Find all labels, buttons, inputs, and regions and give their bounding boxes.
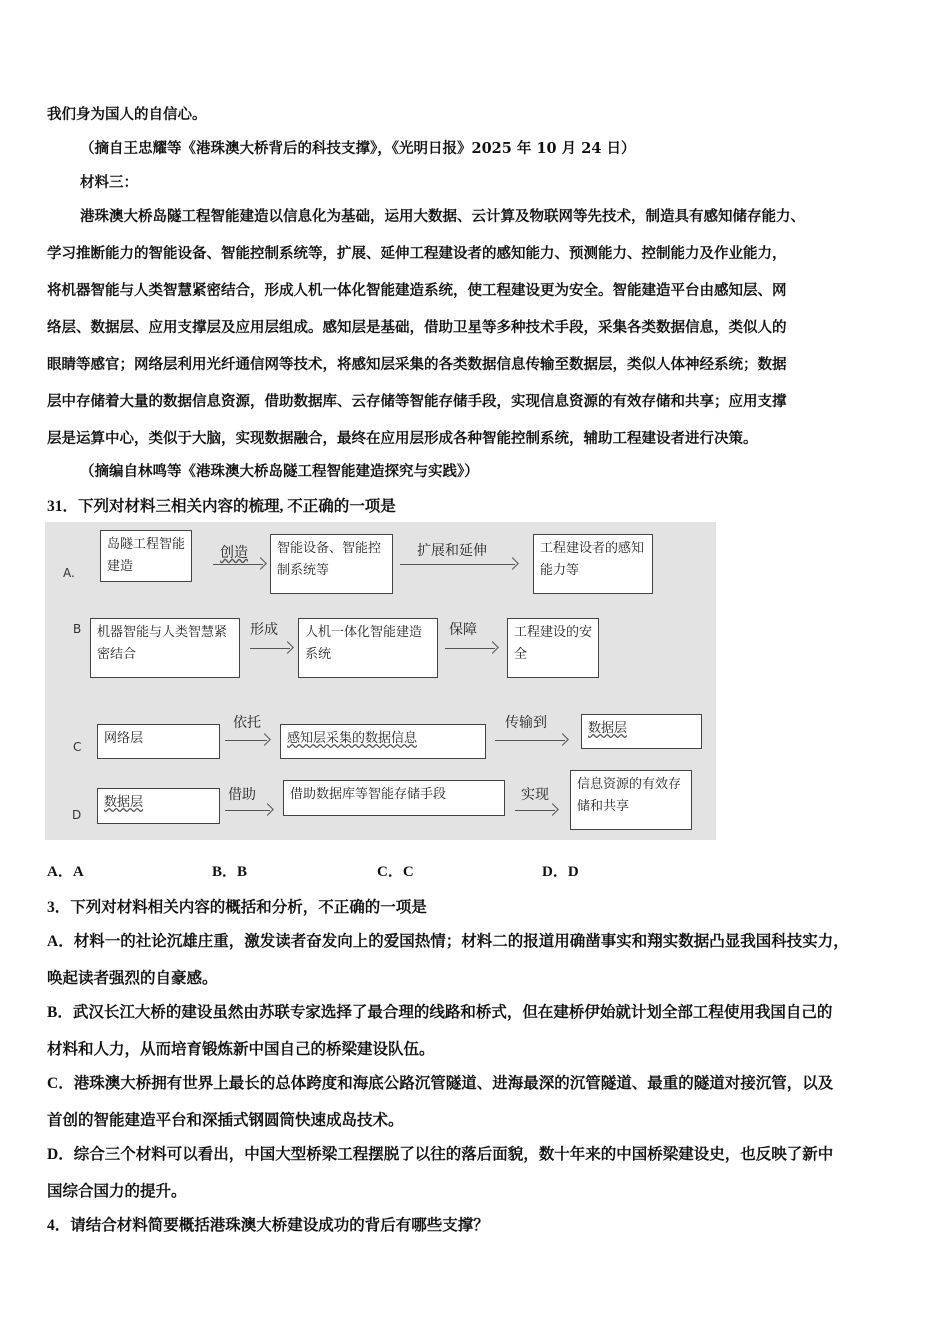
box-a2: 智能设备、智能控制系统等 [270, 534, 393, 594]
passage-line: 层是运算中心，类似于大脑，实现数据融合，最终在应用层形成各种智能控制系统，辅助工程建设者进行决策。 [47, 430, 758, 447]
box-b3: 工程建设的安全 [507, 618, 599, 678]
question-3: 3．下列对材料相关内容的概括和分析，不正确的一项是 [47, 899, 427, 916]
arrow-label-c2: 传输到 [505, 715, 547, 731]
arrow-label-d1: 借助 [228, 787, 256, 803]
row-label-d: D [72, 808, 82, 822]
passage-line: 将机器智能与人类智慧紧密结合，形成人机一体化智能建造系统，使工程建设更为安全。智能建造平台由感知层、网 [47, 282, 787, 299]
box-c2: 感知层采集的数据信息 [280, 724, 486, 759]
arrow-d1 [225, 810, 270, 811]
arrow-label-a2: 扩展和延伸 [417, 543, 487, 559]
question-4: 4．请结合材料简要概括港珠澳大桥建设成功的背后有哪些支撑？ [47, 1217, 489, 1234]
arrow-label-b1: 形成 [250, 622, 278, 638]
q3-option-c-cont: 首创的智能建造平台和深插式钢圆筒快速成岛技术。 [47, 1112, 404, 1129]
q3-option-d[interactable]: D．综合三个材料可以看出，中国大型桥梁工程摆脱了以往的落后面貌，数十年来的中国桥梁建设史，也反映了新中 [47, 1146, 834, 1163]
passage-line: 我们身为国人的自信心。 [47, 106, 207, 123]
option-d[interactable]: D．D [542, 864, 579, 880]
passage-line: 港珠澳大桥岛隧工程智能建造以信息化为基础，运用大数据、云计算及物联网等先技术，制造具有感知储存能力、 [80, 208, 805, 225]
box-c3: 数据层 [581, 714, 702, 749]
row-label-c: C [73, 740, 82, 754]
arrow-b1 [250, 648, 290, 649]
arrow-label-b2: 保障 [449, 622, 477, 638]
arrow-label-c1: 依托 [233, 715, 261, 731]
box-b2: 人机一体化智能建造系统 [298, 618, 438, 678]
passage-line: 眼睛等感官；网络层利用光纤通信网等技术，将感知层采集的各类数据信息传输至数据层，类似人体神经系统；数据 [47, 356, 787, 373]
box-d1: 数据层 [97, 788, 220, 824]
passage-line: 络层、数据层、应用支撑层及应用层组成。感知层是基础，借助卫星等多种技术手段，采集各类数据信息，类似人的 [47, 319, 787, 336]
q3-option-b[interactable]: B．武汉长江大桥的建设虽然由苏联专家选择了最合理的线路和桥式，但在建桥伊始就计划全部工程使用我国自己的 [47, 1004, 833, 1021]
box-a1: 岛隧工程智能建造 [100, 530, 192, 582]
q3-option-d-cont: 国综合国力的提升。 [47, 1183, 187, 1200]
option-b[interactable]: B．B [212, 864, 248, 880]
option-c[interactable]: C．C [377, 864, 414, 880]
box-d3: 信息资源的有效存储和共享 [570, 770, 692, 830]
q3-option-b-cont: 材料和人力，从而培育锻炼新中国自己的桥梁建设队伍。 [47, 1041, 435, 1058]
row-label-a: A. [63, 566, 75, 580]
arrow-c1 [225, 740, 267, 741]
flow-diagram [45, 522, 716, 840]
arrow-a2 [400, 564, 515, 565]
arrow-label-a1: 创造 [220, 545, 248, 561]
option-a[interactable]: A．A [47, 864, 84, 880]
q3-option-a-cont: 唤起读者强烈的自豪感。 [47, 970, 218, 987]
box-c1: 网络层 [97, 724, 220, 759]
passage-line: 学习推断能力的智能设备、智能控制系统等，扩展、延伸工程建设者的感知能力、预测能力、控制能力及作业能力， [47, 245, 787, 262]
arrow-label-d2: 实现 [521, 787, 549, 803]
arrow-d2 [515, 810, 555, 811]
arrow-b2 [445, 648, 495, 649]
material-heading: 材料三： [80, 174, 138, 191]
box-d2: 借助数据库等智能存储手段 [283, 780, 505, 816]
arrow-c2 [495, 740, 565, 741]
arrow-a1 [213, 564, 263, 565]
citation: （摘自王忠耀等《港珠澳大桥背后的科技支撑》，《光明日报》2025 年 10 月 24 日） [80, 140, 636, 157]
box-b1: 机器智能与人类智慧紧密结合 [90, 618, 240, 678]
q3-option-c[interactable]: C．港珠澳大桥拥有世界上最长的总体跨度和海底公路沉管隧道、进海最深的沉管隧道、最重的隧道对接沉管，以及 [47, 1075, 834, 1092]
box-a3: 工程建设者的感知能力等 [533, 534, 653, 594]
question-31: 31．下列对材料三相关内容的梳理, 不正确的一项是 [47, 498, 396, 515]
passage-line: 层中存储着大量的数据信息资源，借助数据库、云存储等智能存储手段，实现信息资源的有效存储和共享；应用支撑 [47, 393, 787, 410]
q3-option-a[interactable]: A．材料一的社论沉雄庄重，激发读者奋发向上的爱国热情；材料二的报道用确凿事实和翔实数据凸显我国科技实力， [47, 933, 849, 950]
citation: （摘编自林鸣等《港珠澳大桥岛隧工程智能建造探究与实践》） [80, 463, 479, 480]
row-label-b: B [73, 622, 82, 636]
